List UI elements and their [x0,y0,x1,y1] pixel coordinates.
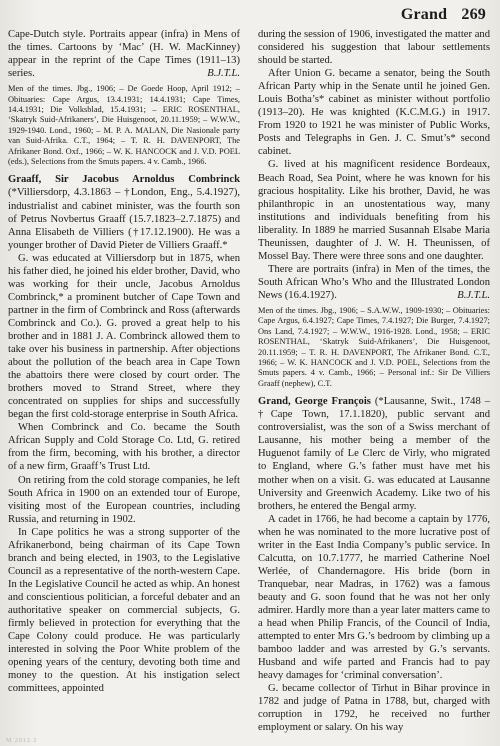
left-column [8,28,240,695]
paragraph: A cadet in 1766, he had become a captain by 1776, when he was nominated to the more lucrative post of writer in the East India Company’s public service. In Calcutta, on 10.7.1777, he married Catherine Noel Werlée, of Chandernagore. His bride (born in Tranquebar, near Madras, in 1762) was a famous beauty and G. soon found that he was not her only admirer. Hardly more than a year later matters came to a head when Philip Francis, of the Council of India, attempted to enter Mrs G.’s bedroom by climbing up a bamboo ladder and was arrested by G.’s servants. Husband and wife parted and Francis had to pay heavy damages for ‘criminal conversation’. [258,513,490,682]
right-column [258,28,490,734]
author-initials: B.J.T.L. [457,289,490,301]
paragraph-text: There are portraits (infra) in Men of the times, the South African Who’s Who and the Illustrated London News (16.4.1927). [258,263,490,301]
paragraph: during the session of 1906, investigated the matter and considered his suggestion that labour settlements should be started. [258,29,490,67]
paragraph [8,28,240,80]
paragraph: In Cape politics he was a strong supporter of the Afrikanerbond, being chairman of its Cape Town branch and being elected, in 1903, to the Legislative Council as a representative of the north-western Cape. In the Legislative Council he acted as whip. An honest and conscientious politician, a forceful debater and an authoritative speaker on commercial subjects, G. firmly believed in protection for everything that the Cape Colony could produce. He was particularly interested in solving the Poor White problem of the opening years of the century, devoting both time and money to the question. At his instigation select committees, appointed [8,526,240,695]
paragraph: When Combrinck and Co. became the South African Supply and Cold Storage Co. Ltd, G. retired from the firm, becoming, with his brother, a director of a new firm, Graaff’s Trust Ltd. [8,422,240,473]
paragraph: After Union G. became a senator, being the South African Party whip in the Senate until he joined Gen. Louis Botha’s* cabinet as minister without portfolio (1913–20). He was knighted (K.C.M.G.) in 1917. From 1920 to 1921 he was minister of Public Works, Posts and Telegraphs in Gen. J. C. Smut’s* second cabinet. [258,68,490,158]
paragraph-text: Cape-Dutch style. Portraits appear (infra) in Mens of the times. Cartoons by ‘Mac’ (H. W. MacKinney) appear in the reprint of the Cape Times (1911–13) series. [8,29,240,80]
page-number: 269 [461,6,486,23]
paragraph: On retiring from the cold storage companies, he left South Africa in 1900 on an extended tour of Europe, visiting most of the European countries, including Russia, and returning in 1902. [8,474,240,525]
footer-mark: M 2012 2 [6,738,38,744]
paragraph: G. was educated at Villiersdorp but in 1875, when his father died, he joined his elder brother, David, who was working for their uncle, Jacobus Arnoldus Combrinck,* a prominent butcher of Cape Town and partner in the firm of Combrinck and Ross (afterwards Combrinck and Co.). G. proved a great help to his brother and in 1881 J. A. Combrinck allowed them to take over his business in partnership. After objections about the pollution of the beach area in Cape Town the abattoirs there were closed by court order. The brothers moved to Strand Street, where they concentrated on supplies for ships and successfully began the first cold-storage enterprise in South Africa. [8,252,240,421]
paragraph: G. lived at his magnificent residence Bordeaux, Beach Road, Sea Point, where he was known for his gracious hospitality. Like his brother, David, he was philanthropic in an unostentatious way, many institutions and individuals benefiting from his liberality. In 1889 he married Susannah Elsabe Maria Theunissen, daughter of J. W. H. Theunissen, of Mossel Bay. There were three sons and one daughter. [258,159,490,262]
references: Men of the times. Jbg., 1906; – S.A.W.W., 1909-1930; – Obituaries: Cape Argus, 6.4.1927; Cape Times, 7.4.1927; Die Burger, 7.4.1927; Ons Land, 7.4.1927; – W.W.W., 1916-1928. Lond., 1958; – ERIC ROSENTHAL, ‘Skatryk Suid-Afrikaners’, Die Huisgenoot, 20.11.1959; – T. R. H. DAVENPORT, The Afrikaner Bond. C.T., 1966; – W. K. HANCOCK and J. V.D. POEL, Selections from the Smuts papers. 4 v. Camb., 1966; – Personal inf.: Sir De Villiers Graaff (nephew), C.T. [258,305,490,388]
running-head [401,6,486,24]
entry-graaff [8,173,240,251]
entry-intro: (*Villiersdorp, 4.3.1863 – †London, Eng., 5.4.1927), industrialist and cabinet minister, was the fourth son of Petrus Novbertus Graaff (15.7.1823–2.7.1875) and Anna Elisabeth de Villiers (†17.12.1900). He was a younger brother of David Pieter de Villiers Graaff.* [8,187,240,251]
paragraph [258,263,490,302]
author-initials: B.J.T.L. [207,68,240,80]
references: Men of the times. Jbg., 1906; – De Goede Hoop, April 1912; – Obituaries: Cape Argus, 13.4.1931; 14.4.1931; Cape Times, 14.4.1931; Die Volksblad, 15.4.1931; – ERIC ROSENTHAL, ‘Skatryk Suid-Afrikaners’, Die Huisgenoot, 20.11.1959; – W.W.W., 1929-1940. Lond., 1960; – M. P. A. MALAN, Die Nasionale party van Suid-Afrika. C.T., 1964; – T. R. H. DAVENPORT, The Afrikaner Bond. Oxf., 1966; – W. K. HANCOCK and J. V.D. POEL (eds.), Selections from the Smuts papers. 4 v. Camb., 1966. [8,84,240,167]
entry-heading: Graaff, Sir Jacobus Arnoldus Combrinck [8,174,240,186]
entry-heading: Grand, George François [258,396,371,408]
running-head-word: Grand [400,6,448,23]
entry-intro: (*Lausanne, Swit., 1748 – †Cape Town, 17.1.1820), public servant and controversialist, was the son of a Swiss merchant of Lausanne, his mother being a member of the Huguenot family of Le Clerc de Virly, who migrated to England, where G.’s father must have met his mother when on a visit. G. was educated at Lausanne University and Greenwich Academy. Like two of his brothers, he entered the Bengal army. [258,396,490,512]
entry-grand [258,395,490,512]
paragraph: G. became collector of Tirhut in Bihar province in 1782 and judge of Patna in 1788, but, charged with corruption in 1792, he received no further employment or salary. On his way [258,683,490,734]
